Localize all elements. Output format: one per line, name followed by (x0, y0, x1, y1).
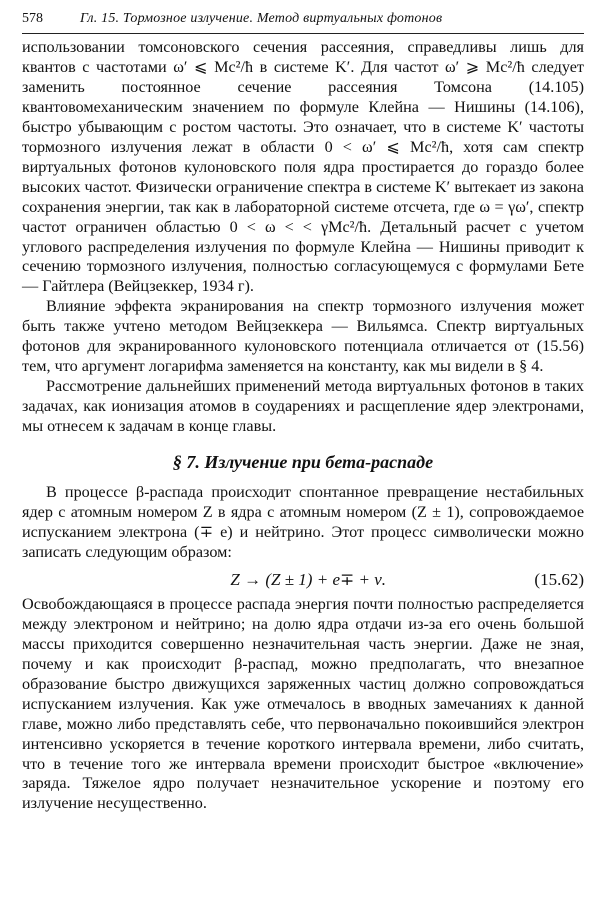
running-header (22, 10, 584, 34)
paragraph-energy-release: Освобождающаяся в процессе распада энергия почти полностью распределяется между электроном и нейтрино; на долю ядра отдачи из-за его очень большой массы приходится совершенно незначительная часть энергии. Даже не зная, почему и как происходит β-распад, можно предполагать, что внезапное образование быстро движущихся заряженных частиц должно сопровождаться испусканием излучения. Как уже отмечалось в вводных замечаниях к данной главе, можно либо представлять себе, что первоначально покоившийся электрон интенсивно ускоряется в течение короткого интервала времени, либо считать, что в течение того же интервала времени происходит быстрое «включение» заряда. Тяжелое ядро получает незначительное ускорение и поэтому его излучение несущественно. (22, 594, 584, 813)
body-text (22, 38, 584, 814)
paragraph-screening: Влияние эффекта экранирования на спектр тормозного излучения может быть также учтено методом Вейцзеккера — Вильямса. Спектр виртуальных фотонов для экранированного кулоновского потенциала отличается от (15.56) тем, что аргумент логарифма заменяется на константу, как мы видели в § 4. (22, 297, 584, 376)
section-heading: § 7. Излучение при бета-распаде (172, 452, 434, 473)
running-title: Гл. 15. Тормозное излучение. Метод виртуальных фотонов (80, 11, 443, 26)
paragraph-beta-decay: В процессе β-распада происходит спонтанное превращение нестабильных ядер с атомным номером Z в ядра с атомным номером (Z ± 1), сопровождаемое испусканием электрона (∓ e) и нейтрино. Этот процесс символически можно записать следующим образом: (22, 483, 584, 561)
paragraph-applications: Рассмотрение дальнейших применений метода виртуальных фотонов в таких задачах, как ионизация атомов в соударениях и расщепление ядер электронами, мы отнесем к задачам в конце главы. (22, 377, 584, 436)
page-number: 578 (22, 11, 43, 26)
equation-number: (15.62) (534, 569, 584, 589)
paragraph-continued: использовании томсоновского сечения рассеяния, справедливы лишь для квантов с частотами ω′ ⩽ Mc²/ħ в системе K′. Для частот ω′ ⩾ Mc²/ħ следует заменить постоянное сечение рассеяния Томсона (14.105) квантовомеханическим значением по формуле Клейна — Нишины (14.106), быстро убывающим с ростом частоты. Это означает, что в системе K′ частоты тормозного излучения лежат в области 0 < ω′ ⩽ Mc²/ħ, хотя сам спектр виртуальных фотонов кулоновского поля ядра простирается до гораздо более высоких частот. Физически ограничение спектра в системе K′ вытекает из закона сохранения энергии, так как в лабораторной системе отсчета, где ω = γω′, спектр частот ограничен областью 0 < ω < < γMc²/ħ. Детальный расчет с учетом углового распределения излучения по формуле Клейна — Нишины приводит к сечению тормозного излучения, полностью согласующемуся с формулами Бете — Гайтлера (Вейцзеккер, 1934 г). (22, 38, 584, 296)
equation-expression: Z → (Z ± 1) + e∓ + ν. (230, 569, 386, 589)
equation-15-62 (22, 569, 584, 591)
